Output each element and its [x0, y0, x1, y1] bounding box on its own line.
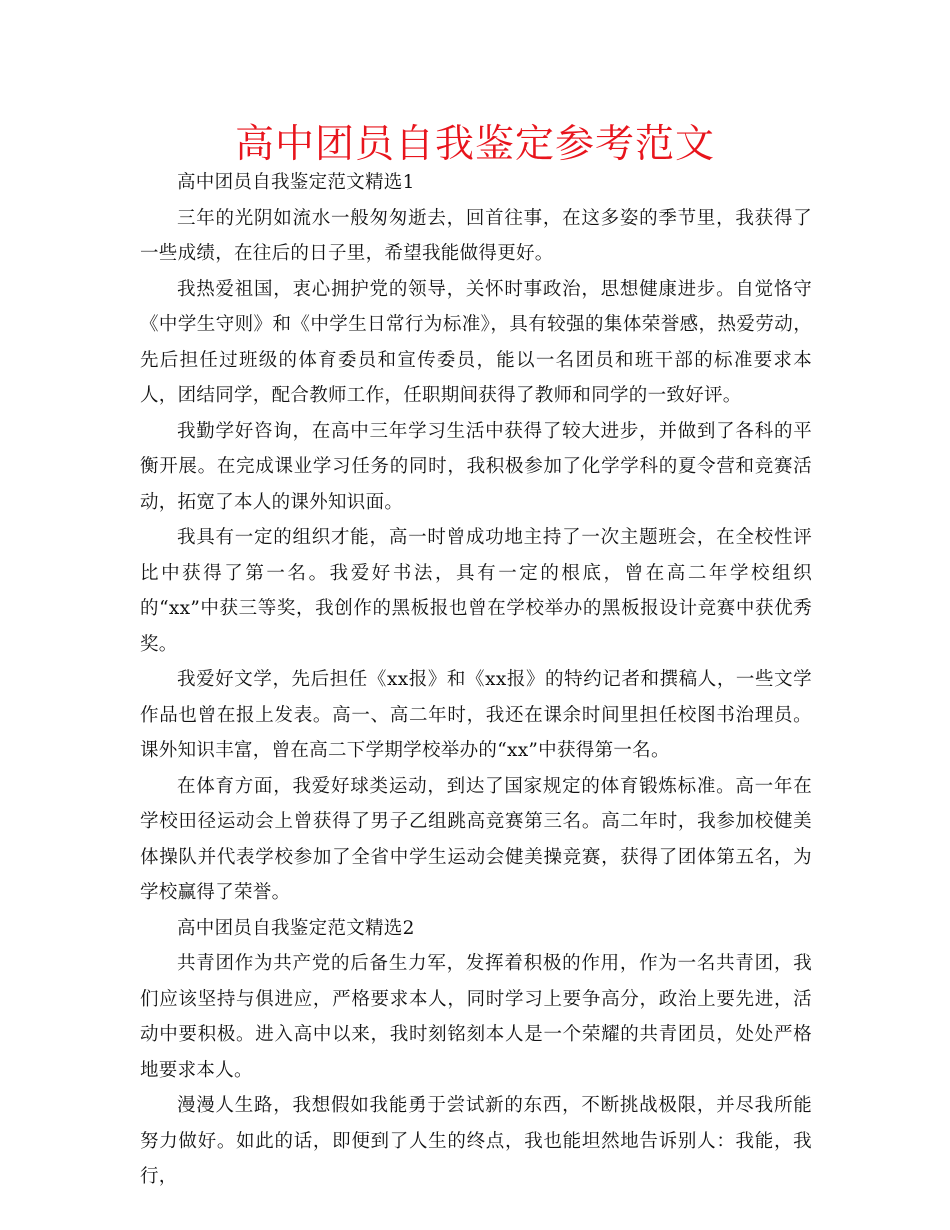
paragraph: 三年的光阴如流水一般匆匆逝去，回首往事，在这多姿的季节里，我获得了一些成绩，在往后的日子里，希望我能做得更好。	[140, 207, 812, 264]
paragraph: 我爱好文学，先后担任《xx报》和《xx报》的特约记者和撰稿人，一些文学作品也曾在报上发表。高一、高二年时，我还在课余时间里担任校图书治理员。课外知识丰富，曾在高二下学期学校举办的“xx”中获得第一名。	[140, 669, 812, 761]
section-heading-2: 高中团员自我鉴定范文精选2	[177, 917, 415, 939]
paragraph: 漫漫人生路，我想假如我能勇于尝试新的东西，不断挑战极限，并尽我所能努力做好。如此的话，即便到了人生的终点，我也能坦然地告诉别人：我能，我行，	[140, 1095, 812, 1187]
paragraph: 我勤学好咨询，在高中三年学习生活中获得了较大进步，并做到了各科的平衡开展。在完成课业学习任务的同时，我积极参加了化学学科的夏令营和竞赛活动，拓宽了本人的课外知识面。	[140, 420, 812, 513]
paragraph: 共青团作为共产党的后备生力军，发挥着积极的作用，作为一名共青团，我们应该坚持与俱进应，严格要求本人，同时学习上要争高分，政治上要先进，活动中要积极。进入高中以来，我时刻铭刻本人是一个荣耀的共青团员，处处严格地要求本人。	[140, 953, 812, 1081]
document-title: 高中团员自我鉴定参考范文	[234, 122, 715, 167]
section-heading-1: 高中团员自我鉴定范文精选1	[177, 172, 415, 193]
paragraph: 我热爱祖国，衷心拥护党的领导，关怀时事政治，思想健康进步。自觉恪守《中学生守则》和《中学生日常行为标准》，具有较强的集体荣誉感，热爱劳动，先后担任过班级的体育委员和宣传委员，能以一名团员和班干部的标准要求本人，团结同学，配合教师工作，任职期间获得了教师和同学的一致好评。	[140, 278, 812, 406]
paragraph: 我具有一定的组织才能，高一时曾成功地主持了一次主题班会，在全校性评比中获得了第一名。我爱好书法，具有一定的根底，曾在高二年学校组织的“xx”中获三等奖，我创作的黑板报也曾在学校举办的黑板报设计竞赛中获优秀奖。	[140, 527, 812, 655]
paragraph: 在体育方面，我爱好球类运动，到达了国家规定的体育锻炼标准。高一年在学校田径运动会上曾获得了男子乙组跳高竞赛第三名。高二年时，我参加校健美体操队并代表学校参加了全省中学生运动会健美操竞赛，获得了团体第五名，为学校赢得了荣誉。	[140, 775, 812, 903]
document-body	[140, 165, 812, 1195]
